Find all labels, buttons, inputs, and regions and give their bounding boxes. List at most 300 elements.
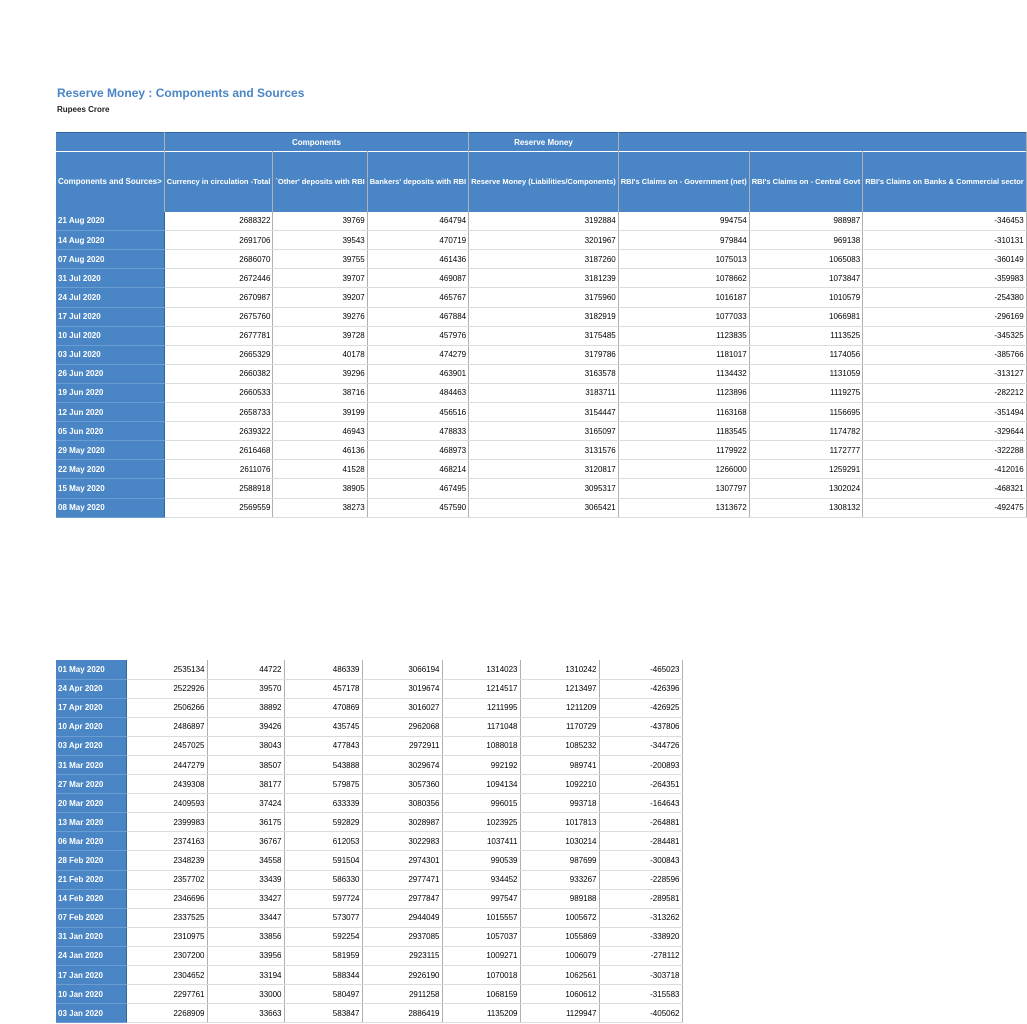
row-date-cell: 21 Feb 2020 <box>56 870 126 889</box>
value-cell: 3057360 <box>362 775 442 794</box>
value-cell: 38892 <box>207 698 284 717</box>
value-cell: 39728 <box>273 326 367 345</box>
value-cell: 470719 <box>367 231 468 250</box>
value-cell: 1075013 <box>618 250 749 269</box>
value-cell: 38507 <box>207 755 284 774</box>
value-cell: -345325 <box>863 326 1027 345</box>
value-cell: 1171048 <box>442 717 520 736</box>
value-cell: 3201967 <box>469 231 619 250</box>
value-cell: 1005672 <box>520 908 599 927</box>
value-cell: 2962068 <box>362 717 442 736</box>
table-row <box>56 717 682 736</box>
table-row <box>56 326 1026 345</box>
column-header-claims-banks: RBI's Claims on Banks & Commercial sector <box>863 152 1027 212</box>
table-row <box>56 345 1026 364</box>
table-row <box>56 460 1026 479</box>
value-cell: 463901 <box>367 364 468 383</box>
value-cell: 2569559 <box>164 498 273 517</box>
value-cell: 33447 <box>207 908 284 927</box>
reserve-money-table-bottom <box>56 660 683 1023</box>
value-cell: -164643 <box>599 794 682 813</box>
value-cell: 2658733 <box>164 403 273 422</box>
value-cell: 40178 <box>273 345 367 364</box>
table-row <box>56 403 1026 422</box>
value-cell: 2639322 <box>164 422 273 441</box>
value-cell: 3179786 <box>469 345 619 364</box>
value-cell: 34558 <box>207 851 284 870</box>
value-cell: -289581 <box>599 889 682 908</box>
row-date-cell: 22 May 2020 <box>56 460 164 479</box>
value-cell: 2588918 <box>164 479 273 498</box>
row-date-cell: 06 Mar 2020 <box>56 832 126 851</box>
value-cell: 33956 <box>207 946 284 965</box>
row-date-cell: 07 Aug 2020 <box>56 250 164 269</box>
value-cell: 987699 <box>520 851 599 870</box>
row-date-cell: 28 Feb 2020 <box>56 851 126 870</box>
page-title: Reserve Money : Components and Sources <box>57 86 305 100</box>
value-cell: 1170729 <box>520 717 599 736</box>
value-cell: 3154447 <box>469 403 619 422</box>
value-cell: 1073847 <box>749 269 862 288</box>
value-cell: -264351 <box>599 775 682 794</box>
value-cell: -228596 <box>599 870 682 889</box>
value-cell: 2337525 <box>126 908 207 927</box>
table-row <box>56 889 682 908</box>
row-date-cell: 05 Jun 2020 <box>56 422 164 441</box>
value-cell: 1156695 <box>749 403 862 422</box>
value-cell: 586330 <box>284 870 362 889</box>
value-cell: 1078662 <box>618 269 749 288</box>
value-cell: 1065083 <box>749 250 862 269</box>
value-cell: 1135209 <box>442 1004 520 1023</box>
value-cell: 2911258 <box>362 985 442 1004</box>
value-cell: 1017813 <box>520 813 599 832</box>
value-cell: 39276 <box>273 307 367 326</box>
value-cell: -296169 <box>863 307 1027 326</box>
header-group-blank <box>56 133 164 152</box>
value-cell: 591504 <box>284 851 362 870</box>
value-cell: 1308132 <box>749 498 862 517</box>
value-cell: 3183711 <box>469 383 619 402</box>
value-cell: 478833 <box>367 422 468 441</box>
value-cell: -412016 <box>863 460 1027 479</box>
value-cell: 3181239 <box>469 269 619 288</box>
value-cell: 2348239 <box>126 851 207 870</box>
value-cell: 580497 <box>284 985 362 1004</box>
value-cell: 38177 <box>207 775 284 794</box>
value-cell: 543888 <box>284 755 362 774</box>
column-header-claims-government: RBI's Claims on - Government (net) <box>618 152 749 212</box>
row-date-cell: 26 Jun 2020 <box>56 364 164 383</box>
value-cell: 3192884 <box>469 212 619 231</box>
value-cell: 435745 <box>284 717 362 736</box>
table-row <box>56 794 682 813</box>
value-cell: 457976 <box>367 326 468 345</box>
value-cell: 468973 <box>367 441 468 460</box>
value-cell: 3095317 <box>469 479 619 498</box>
value-cell: 3080356 <box>362 794 442 813</box>
value-cell: 38273 <box>273 498 367 517</box>
value-cell: 1016187 <box>618 288 749 307</box>
row-date-cell: 29 May 2020 <box>56 441 164 460</box>
value-cell: 2688322 <box>164 212 273 231</box>
header-group-row <box>56 133 1026 152</box>
value-cell: 1313672 <box>618 498 749 517</box>
value-cell: 470869 <box>284 698 362 717</box>
value-cell: 1037411 <box>442 832 520 851</box>
value-cell: 1085232 <box>520 736 599 755</box>
value-cell: 39426 <box>207 717 284 736</box>
value-cell: 3066194 <box>362 660 442 679</box>
table-row <box>56 660 682 679</box>
value-cell: -313262 <box>599 908 682 927</box>
row-date-cell: 24 Apr 2020 <box>56 679 126 698</box>
value-cell: -359983 <box>863 269 1027 288</box>
value-cell: 1307797 <box>618 479 749 498</box>
value-cell: 1174056 <box>749 345 862 364</box>
value-cell: 2660533 <box>164 383 273 402</box>
reserve-money-table-top <box>56 132 1027 518</box>
value-cell: 934452 <box>442 870 520 889</box>
value-cell: 3175960 <box>469 288 619 307</box>
header-group-reserve-money: Reserve Money <box>469 133 619 152</box>
value-cell: 461436 <box>367 250 468 269</box>
value-cell: -254380 <box>863 288 1027 307</box>
table-row <box>56 736 682 755</box>
value-cell: 3131576 <box>469 441 619 460</box>
table-row <box>56 775 682 794</box>
value-cell: -468321 <box>863 479 1027 498</box>
value-cell: 1015557 <box>442 908 520 927</box>
value-cell: -300843 <box>599 851 682 870</box>
row-date-cell: 01 May 2020 <box>56 660 126 679</box>
value-cell: 464794 <box>367 212 468 231</box>
value-cell: -437806 <box>599 717 682 736</box>
value-cell: 3028987 <box>362 813 442 832</box>
value-cell: 1211995 <box>442 698 520 717</box>
row-date-cell: 14 Aug 2020 <box>56 231 164 250</box>
table-row <box>56 985 682 1004</box>
value-cell: 1129947 <box>520 1004 599 1023</box>
value-cell: 39769 <box>273 212 367 231</box>
value-cell: 3065421 <box>469 498 619 517</box>
table-row <box>56 1004 682 1023</box>
value-cell: 468214 <box>367 460 468 479</box>
value-cell: 2357702 <box>126 870 207 889</box>
value-cell: -492475 <box>863 498 1027 517</box>
value-cell: -344726 <box>599 736 682 755</box>
table-row <box>56 813 682 832</box>
value-cell: 1163168 <box>618 403 749 422</box>
table-row <box>56 755 682 774</box>
value-cell: 2297761 <box>126 985 207 1004</box>
row-date-cell: 13 Mar 2020 <box>56 813 126 832</box>
value-cell: -313127 <box>863 364 1027 383</box>
row-date-cell: 03 Jul 2020 <box>56 345 164 364</box>
value-cell: 2926190 <box>362 966 442 985</box>
header-group-components: Components <box>164 133 468 152</box>
value-cell: 592254 <box>284 927 362 946</box>
value-cell: 1123896 <box>618 383 749 402</box>
value-cell: 2660382 <box>164 364 273 383</box>
value-cell: 2672446 <box>164 269 273 288</box>
value-cell: 2923115 <box>362 946 442 965</box>
value-cell: 2346696 <box>126 889 207 908</box>
value-cell: 583847 <box>284 1004 362 1023</box>
table-row <box>56 698 682 717</box>
column-header-reserve-money: Reserve Money (Liabilities/Components) <box>469 152 619 212</box>
value-cell: 992192 <box>442 755 520 774</box>
value-cell: 2977847 <box>362 889 442 908</box>
value-cell: 457590 <box>367 498 468 517</box>
value-cell: 477843 <box>284 736 362 755</box>
value-cell: 33427 <box>207 889 284 908</box>
value-cell: -303718 <box>599 966 682 985</box>
value-cell: 3019674 <box>362 679 442 698</box>
value-cell: 1066981 <box>749 307 862 326</box>
value-cell: 2616468 <box>164 441 273 460</box>
table-row <box>56 966 682 985</box>
value-cell: 1094134 <box>442 775 520 794</box>
value-cell: 2665329 <box>164 345 273 364</box>
row-date-cell: 17 Jan 2020 <box>56 966 126 985</box>
value-cell: 39207 <box>273 288 367 307</box>
column-header-claims-central-govt: RBI's Claims on - Central Govt <box>749 152 862 212</box>
value-cell: 1030214 <box>520 832 599 851</box>
value-cell: 989741 <box>520 755 599 774</box>
table-row <box>56 383 1026 402</box>
row-date-cell: 10 Apr 2020 <box>56 717 126 736</box>
value-cell: 3175485 <box>469 326 619 345</box>
row-date-cell: 12 Jun 2020 <box>56 403 164 422</box>
value-cell: 2522926 <box>126 679 207 698</box>
value-cell: 2972911 <box>362 736 442 755</box>
value-cell: 994754 <box>618 212 749 231</box>
row-date-cell: 08 May 2020 <box>56 498 164 517</box>
value-cell: 2677781 <box>164 326 273 345</box>
value-cell: 1006079 <box>520 946 599 965</box>
value-cell: 36767 <box>207 832 284 851</box>
value-cell: 997547 <box>442 889 520 908</box>
value-cell: 46943 <box>273 422 367 441</box>
value-cell: 588344 <box>284 966 362 985</box>
value-cell: 2974301 <box>362 851 442 870</box>
value-cell: -426925 <box>599 698 682 717</box>
value-cell: 2304652 <box>126 966 207 985</box>
row-date-cell: 17 Apr 2020 <box>56 698 126 717</box>
row-date-cell: 24 Jan 2020 <box>56 946 126 965</box>
value-cell: 456516 <box>367 403 468 422</box>
row-date-cell: 27 Mar 2020 <box>56 775 126 794</box>
row-date-cell: 21 Aug 2020 <box>56 212 164 231</box>
value-cell: 1259291 <box>749 460 862 479</box>
row-date-cell: 03 Apr 2020 <box>56 736 126 755</box>
value-cell: 46136 <box>273 441 367 460</box>
value-cell: 2486897 <box>126 717 207 736</box>
value-cell: -200893 <box>599 755 682 774</box>
table-row <box>56 364 1026 383</box>
value-cell: 2439308 <box>126 775 207 794</box>
value-cell: 474279 <box>367 345 468 364</box>
row-date-cell: 20 Mar 2020 <box>56 794 126 813</box>
value-cell: 2399983 <box>126 813 207 832</box>
value-cell: 969138 <box>749 231 862 250</box>
value-cell: 579875 <box>284 775 362 794</box>
value-cell: -329644 <box>863 422 1027 441</box>
value-cell: 1009271 <box>442 946 520 965</box>
value-cell: 1174782 <box>749 422 862 441</box>
value-cell: 1088018 <box>442 736 520 755</box>
value-cell: 3022983 <box>362 832 442 851</box>
value-cell: 3120817 <box>469 460 619 479</box>
table-row <box>56 479 1026 498</box>
value-cell: 38905 <box>273 479 367 498</box>
value-cell: 39755 <box>273 250 367 269</box>
value-cell: 581959 <box>284 946 362 965</box>
value-cell: 2937085 <box>362 927 442 946</box>
value-cell: 1134432 <box>618 364 749 383</box>
value-cell: 33663 <box>207 1004 284 1023</box>
value-cell: 469087 <box>367 269 468 288</box>
value-cell: 33000 <box>207 985 284 1004</box>
value-cell: 988987 <box>749 212 862 231</box>
table-row <box>56 927 682 946</box>
table-row <box>56 288 1026 307</box>
table-row <box>56 422 1026 441</box>
value-cell: -322288 <box>863 441 1027 460</box>
value-cell: 1055869 <box>520 927 599 946</box>
value-cell: 3165097 <box>469 422 619 441</box>
value-cell: 39570 <box>207 679 284 698</box>
value-cell: 2944049 <box>362 908 442 927</box>
value-cell: -338920 <box>599 927 682 946</box>
value-cell: -465023 <box>599 660 682 679</box>
value-cell: -405062 <box>599 1004 682 1023</box>
value-cell: 1172777 <box>749 441 862 460</box>
value-cell: 1314023 <box>442 660 520 679</box>
value-cell: -310131 <box>863 231 1027 250</box>
value-cell: 3182919 <box>469 307 619 326</box>
value-cell: 573077 <box>284 908 362 927</box>
value-cell: 597724 <box>284 889 362 908</box>
table-row <box>56 870 682 889</box>
value-cell: 465767 <box>367 288 468 307</box>
value-cell: 990539 <box>442 851 520 870</box>
row-date-cell: 03 Jan 2020 <box>56 1004 126 1023</box>
table-row <box>56 908 682 927</box>
value-cell: -282212 <box>863 383 1027 402</box>
table-row <box>56 231 1026 250</box>
value-cell: 1113525 <box>749 326 862 345</box>
value-cell: 39707 <box>273 269 367 288</box>
value-cell: -351494 <box>863 403 1027 422</box>
value-cell: 2310975 <box>126 927 207 946</box>
table-row <box>56 307 1026 326</box>
value-cell: 33856 <box>207 927 284 946</box>
table-row <box>56 250 1026 269</box>
column-header-currency: Currency in circulation -Total <box>164 152 273 212</box>
value-cell: 1131059 <box>749 364 862 383</box>
value-cell: 2670987 <box>164 288 273 307</box>
value-cell: 1057037 <box>442 927 520 946</box>
value-cell: 1266000 <box>618 460 749 479</box>
table-row <box>56 498 1026 517</box>
value-cell: 2268909 <box>126 1004 207 1023</box>
value-cell: -284481 <box>599 832 682 851</box>
value-cell: -278112 <box>599 946 682 965</box>
value-cell: 1123835 <box>618 326 749 345</box>
value-cell: 1092210 <box>520 775 599 794</box>
value-cell: 1310242 <box>520 660 599 679</box>
value-cell: 2447279 <box>126 755 207 774</box>
value-cell: 1077033 <box>618 307 749 326</box>
column-header-components-sources: Components and Sources> <box>56 152 164 212</box>
value-cell: -385766 <box>863 345 1027 364</box>
value-cell: 2307200 <box>126 946 207 965</box>
value-cell: 484463 <box>367 383 468 402</box>
value-cell: 1070018 <box>442 966 520 985</box>
value-cell: 1060612 <box>520 985 599 1004</box>
value-cell: 933267 <box>520 870 599 889</box>
value-cell: 467495 <box>367 479 468 498</box>
value-cell: 36175 <box>207 813 284 832</box>
value-cell: 2686070 <box>164 250 273 269</box>
row-date-cell: 31 Mar 2020 <box>56 755 126 774</box>
value-cell: 2457025 <box>126 736 207 755</box>
value-cell: 39543 <box>273 231 367 250</box>
row-date-cell: 14 Feb 2020 <box>56 889 126 908</box>
value-cell: 39199 <box>273 403 367 422</box>
value-cell: 633339 <box>284 794 362 813</box>
table-row <box>56 269 1026 288</box>
row-date-cell: 24 Jul 2020 <box>56 288 164 307</box>
row-date-cell: 19 Jun 2020 <box>56 383 164 402</box>
value-cell: 33439 <box>207 870 284 889</box>
value-cell: 486339 <box>284 660 362 679</box>
value-cell: 2535134 <box>126 660 207 679</box>
value-cell: 38043 <box>207 736 284 755</box>
row-date-cell: 17 Jul 2020 <box>56 307 164 326</box>
table-row <box>56 679 682 698</box>
value-cell: 979844 <box>618 231 749 250</box>
table-row <box>56 441 1026 460</box>
table-row <box>56 832 682 851</box>
value-cell: 38716 <box>273 383 367 402</box>
value-cell: 1023925 <box>442 813 520 832</box>
value-cell: 2374163 <box>126 832 207 851</box>
value-cell: 3016027 <box>362 698 442 717</box>
value-cell: 467884 <box>367 307 468 326</box>
row-date-cell: 10 Jul 2020 <box>56 326 164 345</box>
value-cell: -346453 <box>863 212 1027 231</box>
value-cell: -360149 <box>863 250 1027 269</box>
value-cell: 2977471 <box>362 870 442 889</box>
value-cell: 1179922 <box>618 441 749 460</box>
value-cell: 989188 <box>520 889 599 908</box>
value-cell: -315583 <box>599 985 682 1004</box>
column-header-bankers-deposits: Bankers' deposits with RBI <box>367 152 468 212</box>
value-cell: 612053 <box>284 832 362 851</box>
value-cell: 3029674 <box>362 755 442 774</box>
value-cell: 1181017 <box>618 345 749 364</box>
value-cell: 592829 <box>284 813 362 832</box>
value-cell: 2409593 <box>126 794 207 813</box>
row-date-cell: 07 Feb 2020 <box>56 908 126 927</box>
value-cell: 2506266 <box>126 698 207 717</box>
row-date-cell: 10 Jan 2020 <box>56 985 126 1004</box>
value-cell: 2675760 <box>164 307 273 326</box>
value-cell: 1211209 <box>520 698 599 717</box>
